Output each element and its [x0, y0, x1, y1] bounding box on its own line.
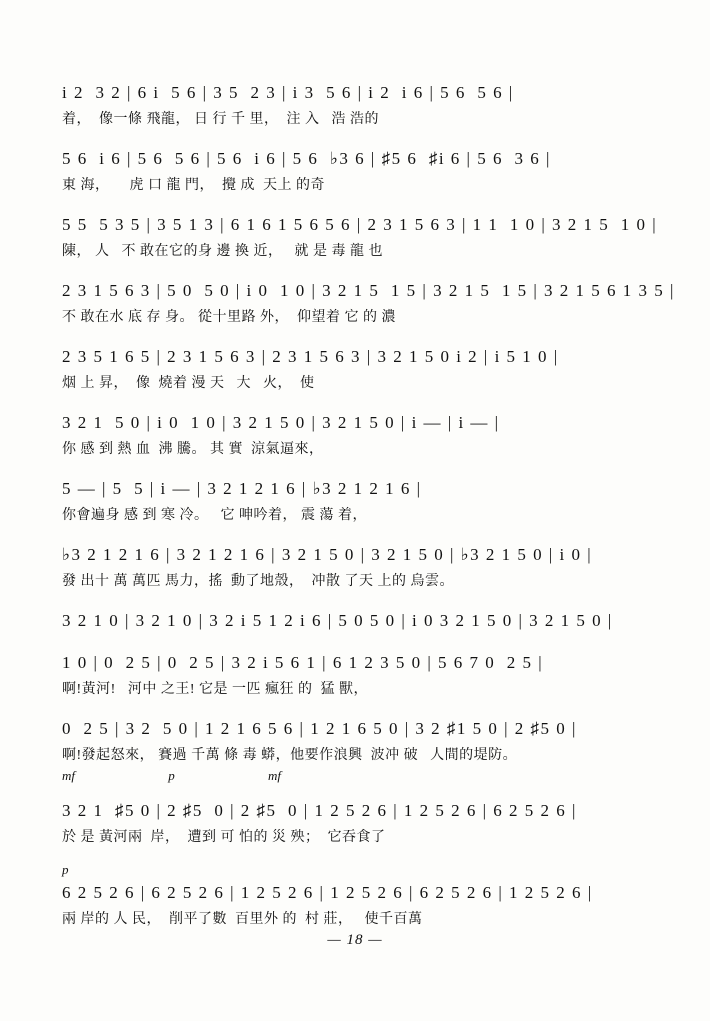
- dynamic-mf: mf: [62, 768, 75, 783]
- music-system: [62, 796, 652, 850]
- notes-line: i 2 3 2 | 6 i 5 6 | 3 5 2 3 | i 3 5 6 | i 2 i 6 | 5 6 5 6 |: [62, 83, 514, 102]
- lyrics-line: 你 感 到 熱 血 沸 騰。 其 實 涼氣逼來，: [62, 442, 324, 457]
- dynamic-p-mark: p: [62, 862, 69, 877]
- notes-line: 5 5 5 3 5 | 3 5 1 3 | 6 1 6 1 5 6 5 6 | 2 3 1 5 6 3 | 1 1 1 0 | 3 2 1 5 1 0 |: [62, 215, 658, 234]
- music-system: [62, 474, 652, 528]
- notes-line: 3 2 1 ♯5 0 | 2 ♯5 0 | 2 ♯5 0 | 1 2 5 2 6 | 1 2 5 2 6 | 6 2 5 2 6 |: [62, 801, 577, 820]
- score-body: [62, 78, 675, 944]
- notes-line: ♭3 2 1 2 1 6 | 3 2 1 2 1 6 | 3 2 1 5 0 | 3 2 1 5 0 | ♭3 2 1 5 0 | i 0 |: [62, 545, 593, 564]
- notes-line: 5 — | 5 5 | i — | 3 2 1 2 1 6 | ♭3 2 1 2 1 6 |: [62, 479, 422, 498]
- lyrics-line: 烟 上 昇， 像 燒着 漫 天 大 火， 使: [62, 376, 315, 391]
- notes-line: 3 2 1 5 0 | i 0 1 0 | 3 2 1 5 0 | 3 2 1 5 0 | i — | i — |: [62, 413, 500, 432]
- lyrics-line: 兩 岸的 人 民， 削平了數 百里外 的 村 莊， 使千百萬: [62, 912, 423, 927]
- music-system: [62, 714, 652, 784]
- music-system: [62, 276, 675, 330]
- lyrics-line: 發 出十 萬 萬匹 馬力，搖 動了地殼， 冲散 了天 上的 烏雲。: [62, 574, 454, 589]
- notes-line: 2 3 5 1 6 5 | 2 3 1 5 6 3 | 2 3 1 5 6 3 | 3 2 1 5 0 i 2 | i 5 1 0 |: [62, 347, 559, 366]
- music-system: [62, 78, 652, 132]
- notes-line: 6 2 5 2 6 | 6 2 5 2 6 | 1 2 5 2 6 | 1 2 5 2 6 | 6 2 5 2 6 | 1 2 5 2 6 |: [62, 883, 593, 902]
- page-number: — 18 —: [327, 932, 383, 948]
- lyrics-line: 啊!發起怒來， 賽過 千萬 條 毒 蟒，他要作浪興 波冲 破 人間的堤防。: [62, 748, 518, 763]
- lyrics-line: 東 海， 虎 口 龍 門， 攪 成 天上 的奇: [62, 178, 325, 193]
- lyrics-line: 不 敢在水 底 存 身。 從十里路 外， 仰望着 它 的 濃: [62, 310, 396, 325]
- music-system: [62, 540, 652, 594]
- dynamic-mf-2: mf: [268, 768, 281, 783]
- music-system: [62, 342, 652, 396]
- lyrics-line: 陳， 人 不 敢在它的身 邊 換 近， 就 是 毒 龍 也: [62, 244, 383, 259]
- notes-line: 2 3 1 5 6 3 | 5 0 5 0 | i 0 1 0 | 3 2 1 5 1 5 | 3 2 1 5 1 5 | 3 2 1 5 6 1 3 5 |: [62, 281, 675, 300]
- lyrics-line: 你會遍身 感 到 寒 冷。 它 呻吟着， 震 蕩 着，: [62, 508, 367, 523]
- lyrics-line: 於 是 黃河兩 岸， 遭到 可 怕的 災 殃； 它吞食了: [62, 830, 386, 845]
- dynamic-p: p: [168, 768, 175, 783]
- music-system: [62, 648, 652, 702]
- music-system: [62, 606, 652, 636]
- notes-line: 5 6 i 6 | 5 6 5 6 | 5 6 i 6 | 5 6 ♭3 6 | ♯5 6 ♯i 6 | 5 6 3 6 |: [62, 149, 551, 168]
- notes-line: 3 2 1 0 | 3 2 1 0 | 3 2 i 5 1 2 i 6 | 5 0 5 0 | i 0 3 2 1 5 0 | 3 2 1 5 0 |: [62, 611, 613, 630]
- music-system: [62, 862, 652, 932]
- dynamics-marks: [62, 768, 652, 784]
- lyrics-line: 啊!黃河! 河中 之王! 它是 一匹 瘋狂 的 猛 獸，: [62, 682, 368, 697]
- music-system: [62, 144, 652, 198]
- notes-line: 0 2 5 | 3 2 5 0 | 1 2 1 6 5 6 | 1 2 1 6 5 0 | 3 2 ♯1 5 0 | 2 ♯5 0 |: [62, 719, 577, 738]
- music-system: [62, 408, 652, 462]
- notes-line: 1 0 | 0 2 5 | 0 2 5 | 3 2 i 5 6 1 | 6 1 2 3 5 0 | 5 6 7 0 2 5 |: [62, 653, 544, 672]
- lyrics-line: 着， 像一條 飛龍， 日 行 千 里， 注 入 浩 浩的: [62, 112, 379, 127]
- music-system: [62, 210, 658, 264]
